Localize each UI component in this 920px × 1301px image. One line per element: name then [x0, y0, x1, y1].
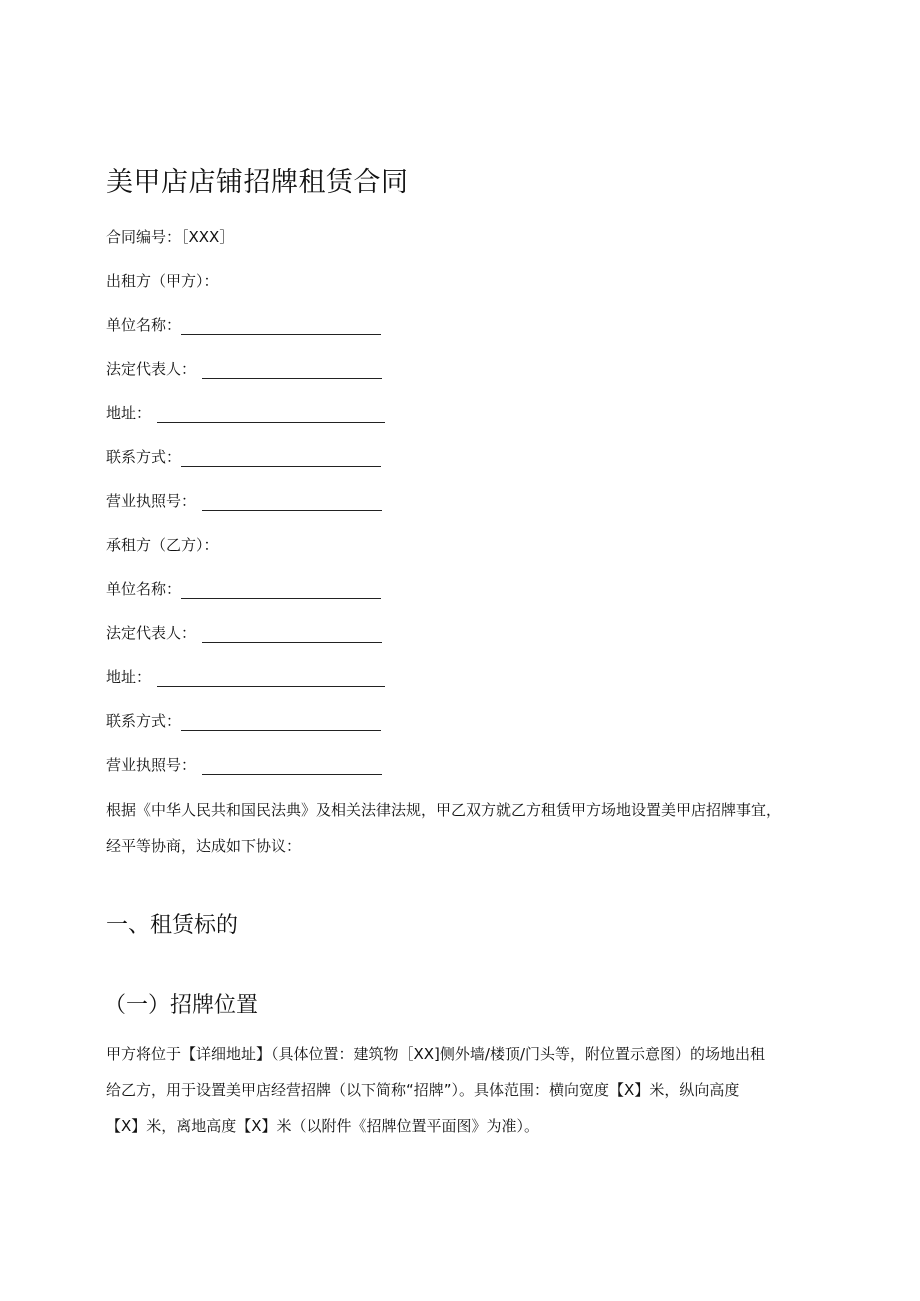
- lessor-license-label: 营业执照号：: [106, 492, 197, 510]
- document-title: 美甲店店铺招牌租赁合同: [106, 167, 409, 198]
- lessee-contact-label: 联系方式：: [106, 712, 182, 730]
- lessee-unit-name-blank[interactable]: [181, 582, 381, 599]
- lessee-license-label: 营业执照号：: [106, 756, 197, 774]
- lessee-license-field[interactable]: [106, 755, 382, 775]
- lessor-license-blank[interactable]: [202, 494, 382, 511]
- clause-line-1: 甲方将位于【详细地址】（具体位置：建筑物［XX]侧外墙/楼顶/门头等，附位置示意图）的场地出租: [106, 1045, 766, 1063]
- lessor-contact-label: 联系方式：: [106, 448, 182, 466]
- lessor-unit-name-label: 单位名称：: [106, 316, 182, 334]
- lessor-legal-rep-field[interactable]: [106, 359, 382, 379]
- lessee-address-label: 地址：: [106, 668, 152, 686]
- lessor-address-label: 地址：: [106, 404, 152, 422]
- clause-line-3: 【X】米，离地高度【X】米（以附件《招牌位置平面图》为准）。: [106, 1117, 540, 1135]
- lessee-unit-name-field[interactable]: [106, 579, 381, 599]
- lessor-contact-field[interactable]: [106, 447, 381, 467]
- preamble-line-2: 经平等协商，达成如下协议：: [106, 837, 302, 855]
- lessor-unit-name-blank[interactable]: [181, 318, 381, 335]
- lessor-unit-name-field[interactable]: [106, 315, 381, 335]
- lessor-license-field[interactable]: [106, 491, 382, 511]
- preamble-line-1: 根据《中华人民共和国民法典》及相关法律法规，甲乙双方就乙方租赁甲方场地设置美甲店招牌事宜，: [106, 801, 782, 819]
- lessee-heading: 承租方（乙方）：: [106, 536, 219, 554]
- subsection-heading-1: （一）招牌位置: [104, 993, 259, 1018]
- lessor-contact-blank[interactable]: [181, 450, 381, 467]
- lessee-legal-rep-label: 法定代表人：: [106, 624, 197, 642]
- lessee-legal-rep-field[interactable]: [106, 623, 382, 643]
- lessor-address-field[interactable]: [106, 403, 385, 423]
- lessor-address-blank[interactable]: [157, 406, 385, 423]
- lessee-address-field[interactable]: [106, 667, 385, 687]
- lessor-legal-rep-label: 法定代表人：: [106, 360, 197, 378]
- clause-line-2: 给乙方，用于设置美甲店经营招牌（以下简称“招牌”）。具体范围：横向宽度【X】米，纵向高度: [106, 1081, 740, 1099]
- section-heading-1: 一、租赁标的: [106, 913, 239, 938]
- lessor-heading: 出租方（甲方）：: [106, 272, 219, 290]
- contract-number: 合同编号：［XXX］: [106, 228, 235, 246]
- preamble-paragraph: [106, 792, 806, 864]
- lessor-legal-rep-blank[interactable]: [202, 362, 382, 379]
- lessee-address-blank[interactable]: [157, 670, 385, 687]
- lessee-unit-name-label: 单位名称：: [106, 580, 182, 598]
- lessee-contact-blank[interactable]: [181, 714, 381, 731]
- clause-paragraph: [106, 1036, 806, 1144]
- lessee-contact-field[interactable]: [106, 711, 381, 731]
- lessee-legal-rep-blank[interactable]: [202, 626, 382, 643]
- lessee-license-blank[interactable]: [202, 758, 382, 775]
